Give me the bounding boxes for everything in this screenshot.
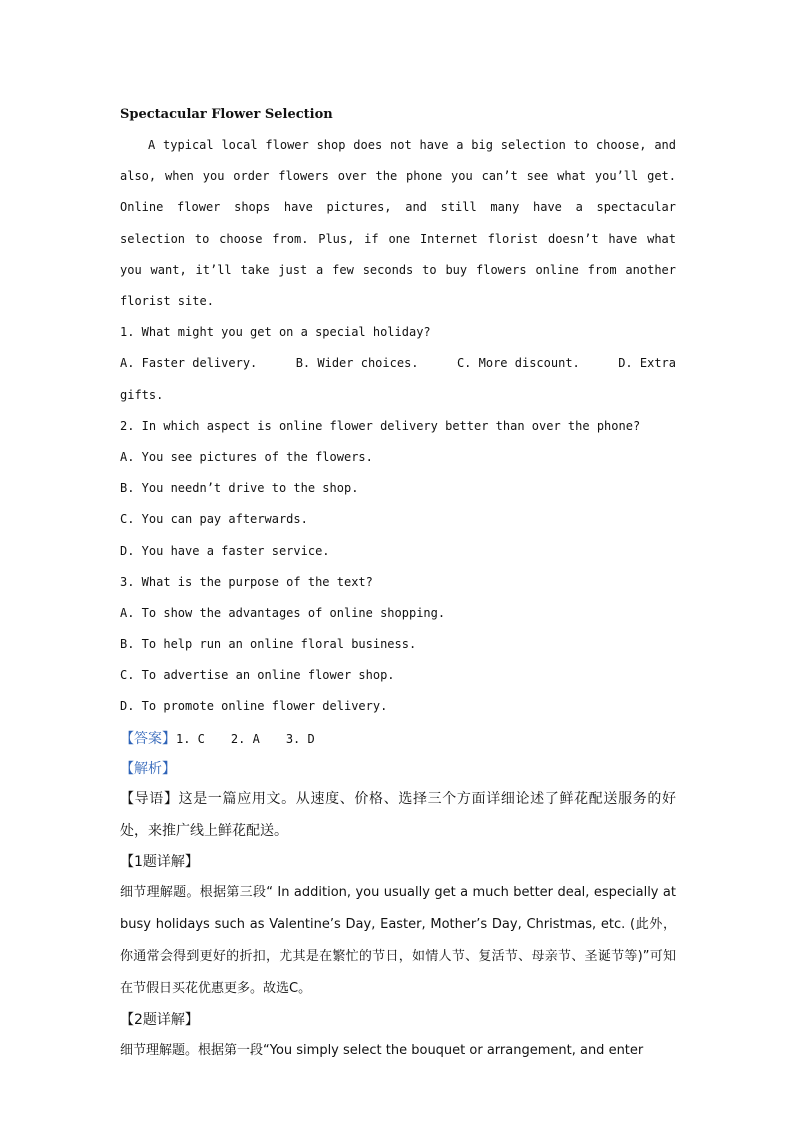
q3-option-b: B. To help run an online floral business.	[120, 637, 417, 652]
q2-option-c: C. You can pay afterwards.	[120, 512, 308, 527]
answer-3: 3. D	[285, 731, 315, 746]
q2-option-b: B. You needn’t drive to the shop.	[120, 481, 359, 496]
intro-label: 【导语】	[120, 790, 179, 807]
detail-2-text: 细节理解题。根据第一段“You simply select the bouquet or arrangement, and enter	[120, 1042, 644, 1058]
intro-block	[120, 783, 676, 847]
question-1: 1. What might you get on a special holiday?	[120, 325, 431, 340]
answer-label: 【答案】	[120, 730, 176, 747]
q1-option-d: D. Extra	[618, 356, 676, 371]
question-3: 3. What is the purpose of the text?	[120, 574, 373, 589]
answer-1: 1. C	[176, 731, 205, 746]
q3-option-d: D. To promote online flower delivery.	[120, 699, 388, 714]
question-1-options	[120, 348, 676, 379]
q2-option-a: A. You see pictures of the flowers.	[120, 449, 373, 464]
answer-row	[120, 723, 676, 753]
question-2: 2. In which aspect is online flower delivery better than over the phone?	[120, 418, 641, 433]
intro-text: 这是一篇应用文。从速度、价格、选择三个方面详细论述了鲜花配送服务的好处，来推广线上鲜花配送。	[120, 790, 677, 839]
document-content	[120, 100, 676, 1067]
passage-title: Spectacular Flower Selection	[120, 107, 333, 122]
detail-1-text: 细节理解题。根据第三段“ In addition, you usually get a much better deal, especially at busy holidays such as Valentine’s Day, Easter, Mother’s Day, Christmas, etc. (此外，你通常会得到更好的折扣，尤其是在繁忙的节日，如情人节、复活节、母亲节、圣诞节等)”可知在节假日买花优惠更多。故选C。	[120, 884, 676, 996]
analysis-label: 【解析】	[120, 760, 176, 777]
answer-2: 2. A	[230, 731, 260, 746]
detail-1-heading: 【1题详解】	[120, 853, 199, 870]
analysis-heading	[120, 753, 676, 783]
q1-option-c: C. More discount.	[456, 356, 580, 371]
q1-option-d-continued: gifts.	[120, 387, 164, 402]
q1-option-b: B. Wider choices.	[295, 356, 419, 371]
q3-option-a: A. To show the advantages of online shopping.	[120, 605, 446, 620]
detail-2-heading: 【2题详解】	[120, 1011, 199, 1028]
q2-option-d: D. You have a faster service.	[120, 543, 330, 558]
q3-option-c: C. To advertise an online flower shop.	[120, 668, 395, 683]
passage-paragraph: A typical local flower shop does not have a big selection to choose, and also, when you order flowers over the phone you can’t see what you’ll get. Online flower shops have pictures, and still many have a spectacular selection to choose from. Plus, if one Internet florist doesn’t have what you want, it’ll take just a few seconds to buy flowers online from another florist site.	[120, 138, 676, 309]
q1-option-a: A. Faster delivery.	[120, 356, 258, 371]
